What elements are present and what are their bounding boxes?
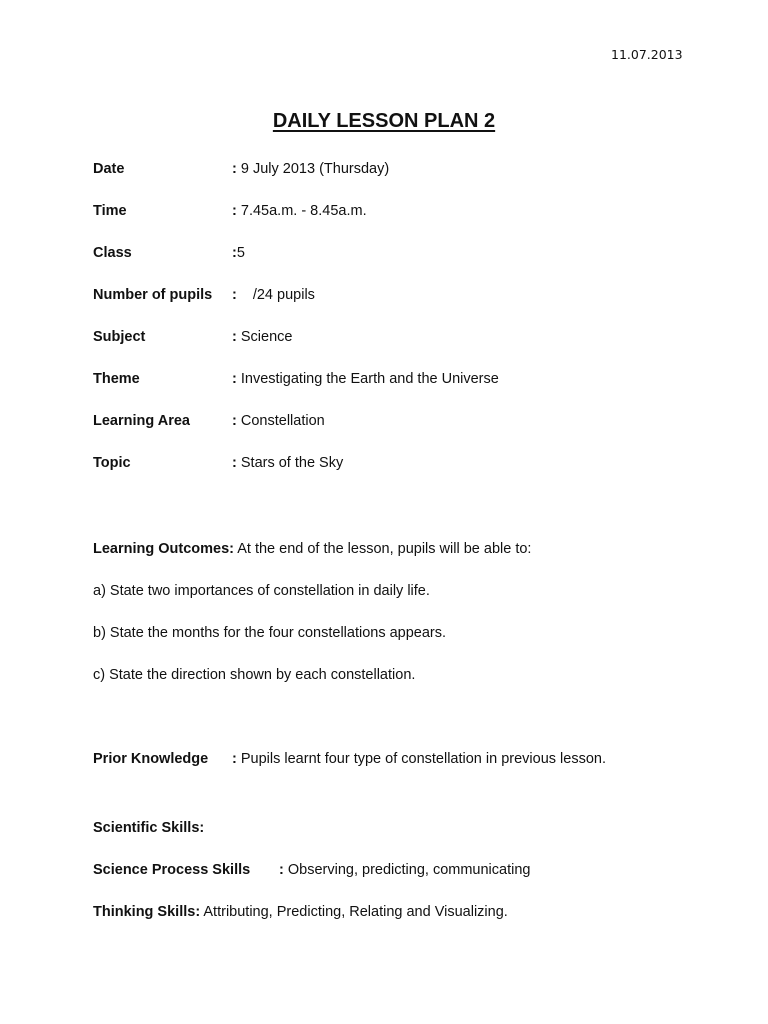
- field-colon: :: [232, 371, 237, 387]
- document-date: 11.07.2013: [611, 47, 683, 62]
- learning-outcomes-label: Learning Outcomes:: [93, 541, 234, 557]
- page-title: DAILY LESSON PLAN 2: [272, 110, 496, 132]
- field-value-subject: [232, 330, 292, 345]
- field-value-text: /24 pupils: [252, 287, 315, 303]
- scientific-skills-heading: Scientific Skills:: [93, 820, 205, 836]
- learning-outcome-item: b) State the months for the four constellations appears.: [93, 625, 447, 641]
- prior-knowledge-text: Pupils learnt four type of constellation in previous lesson.: [240, 751, 606, 767]
- field-label-subject: Subject: [93, 329, 146, 345]
- field-label-time: Time: [93, 203, 127, 219]
- science-process-skills-label: Science Process Skills: [93, 862, 251, 878]
- field-value-learning-area: [232, 414, 325, 429]
- field-value-text: Science: [240, 329, 293, 345]
- thinking-skills-text: Attributing, Predicting, Relating and Visualizing.: [203, 904, 508, 920]
- field-value-text: Investigating the Earth and the Universe: [240, 371, 499, 387]
- field-colon: :: [232, 161, 237, 177]
- field-colon: :: [232, 203, 237, 219]
- prior-knowledge-label: Prior Knowledge: [93, 751, 209, 767]
- prior-knowledge-value: [232, 752, 606, 767]
- science-process-skills-text: Observing, predicting, communicating: [287, 862, 531, 878]
- field-value-class: [232, 246, 245, 261]
- field-colon: :: [279, 862, 284, 878]
- field-value-text: 9 July 2013 (Thursday): [240, 161, 390, 177]
- field-label-date: Date: [93, 161, 125, 177]
- field-value-topic: [232, 456, 343, 471]
- thinking-skills-label: Thinking Skills:: [93, 904, 201, 920]
- field-value-date: [232, 162, 389, 177]
- field-colon: :: [232, 413, 237, 429]
- field-value-text: Stars of the Sky: [240, 455, 344, 471]
- field-label-number-of-pupils: Number of pupils: [93, 287, 213, 303]
- thinking-skills-line: [93, 905, 508, 920]
- field-colon: :: [232, 245, 237, 261]
- field-colon: :: [232, 287, 237, 303]
- field-colon: :: [232, 751, 237, 767]
- field-value-time: [232, 204, 367, 219]
- field-label-class: Class: [93, 245, 132, 261]
- field-value-theme: [232, 372, 499, 387]
- field-value-number-of-pupils: [232, 288, 315, 303]
- science-process-skills-value: [279, 863, 530, 878]
- field-label-topic: Topic: [93, 455, 131, 471]
- field-colon: :: [232, 329, 237, 345]
- learning-outcomes-intro: At the end of the lesson, pupils will be able to:: [237, 541, 532, 557]
- field-label-learning-area: Learning Area: [93, 413, 190, 429]
- learning-outcome-item: a) State two importances of constellation in daily life.: [93, 583, 430, 599]
- learning-outcomes-heading: [93, 542, 531, 557]
- field-colon: :: [232, 455, 237, 471]
- field-label-theme: Theme: [93, 371, 140, 387]
- field-value-text: 7.45a.m. - 8.45a.m.: [240, 203, 367, 219]
- field-value-text: Constellation: [240, 413, 325, 429]
- learning-outcome-item: c) State the direction shown by each constellation.: [93, 667, 416, 683]
- field-value-text: 5: [236, 245, 245, 261]
